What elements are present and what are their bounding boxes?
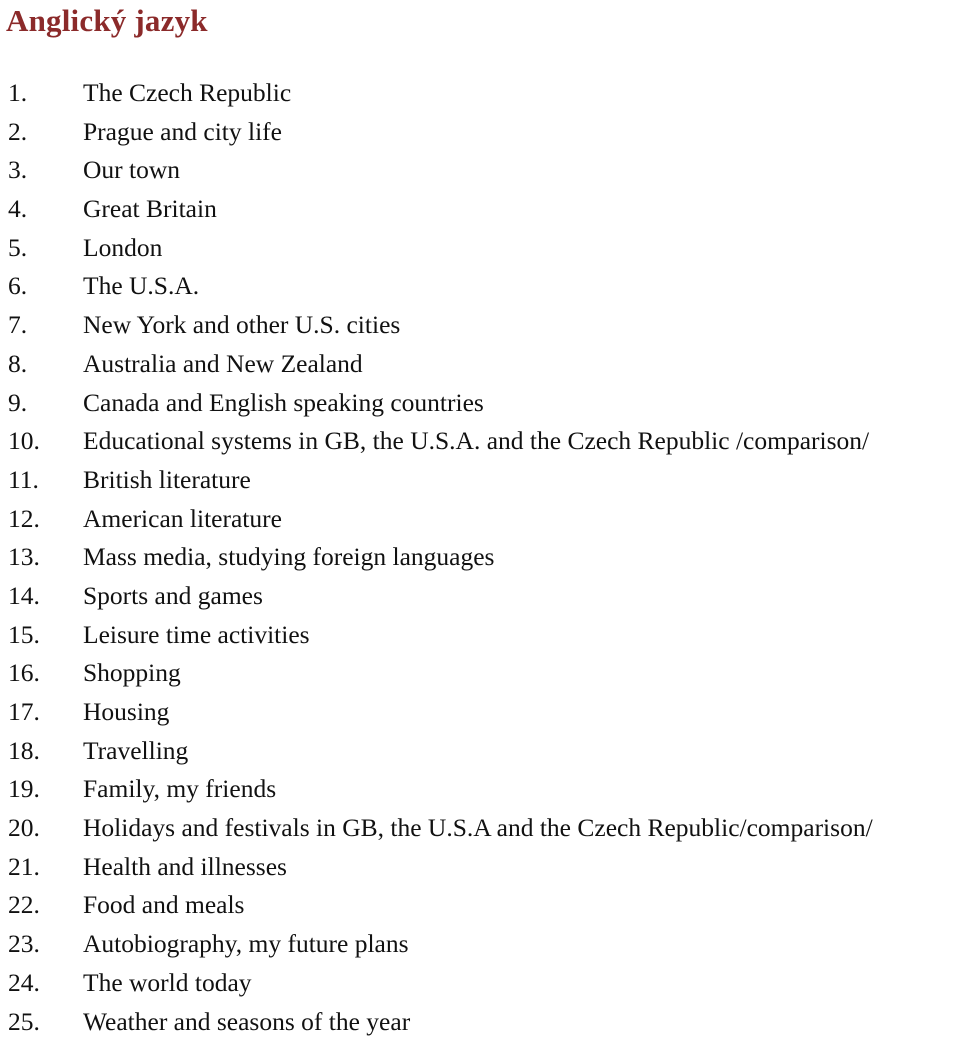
topic-item — [0, 384, 960, 423]
topic-item — [0, 306, 960, 345]
topic-number: 8. — [8, 345, 27, 384]
topic-item — [0, 770, 960, 809]
topic-text: Health and illnesses — [83, 848, 287, 887]
topic-number: 4. — [8, 190, 27, 229]
topic-list — [0, 74, 960, 1041]
topic-text: Mass media, studying foreign languages — [83, 538, 494, 577]
topic-number: 18. — [8, 732, 40, 771]
topic-item — [0, 74, 960, 113]
topic-text: Great Britain — [83, 190, 217, 229]
topic-item — [0, 113, 960, 152]
topic-item — [0, 151, 960, 190]
topic-item — [0, 538, 960, 577]
topic-text: New York and other U.S. cities — [83, 306, 400, 345]
topic-number: 23. — [8, 925, 40, 964]
topic-text: The U.S.A. — [83, 267, 199, 306]
topic-number: 19. — [8, 770, 40, 809]
topic-item — [0, 925, 960, 964]
topic-number: 17. — [8, 693, 40, 732]
topic-number: 24. — [8, 964, 40, 1003]
page-title: Anglický jazyk — [6, 2, 208, 40]
topic-text: Sports and games — [83, 577, 263, 616]
topic-number: 14. — [8, 577, 40, 616]
topic-text: Holidays and festivals in GB, the U.S.A and the Czech Republic/comparison/ — [83, 809, 873, 848]
topic-text: Autobiography, my future plans — [83, 925, 409, 964]
topic-number: 22. — [8, 886, 40, 925]
topic-text: Family, my friends — [83, 770, 276, 809]
topic-item — [0, 190, 960, 229]
topic-number: 1. — [8, 74, 27, 113]
topic-number: 25. — [8, 1003, 40, 1041]
topic-item — [0, 693, 960, 732]
topic-item — [0, 809, 960, 848]
topic-text: Shopping — [83, 654, 181, 693]
topic-text: Educational systems in GB, the U.S.A. and the Czech Republic /comparison/ — [83, 422, 869, 461]
topic-text: Australia and New Zealand — [83, 345, 363, 384]
topic-text: The world today — [83, 964, 252, 1003]
topic-number: 2. — [8, 113, 27, 152]
topic-number: 10. — [8, 422, 40, 461]
topic-item — [0, 616, 960, 655]
topic-number: 20. — [8, 809, 40, 848]
topic-number: 7. — [8, 306, 27, 345]
topic-item — [0, 229, 960, 268]
topic-number: 9. — [8, 384, 27, 423]
topic-text: British literature — [83, 461, 251, 500]
topic-text: Weather and seasons of the year — [83, 1003, 410, 1041]
topic-text: Travelling — [83, 732, 188, 771]
topic-item — [0, 964, 960, 1003]
topic-item — [0, 577, 960, 616]
topic-text: London — [83, 229, 162, 268]
topic-item — [0, 886, 960, 925]
topic-item — [0, 1003, 960, 1041]
topic-text: Our town — [83, 151, 180, 190]
topic-number: 21. — [8, 848, 40, 887]
topic-item — [0, 654, 960, 693]
topic-number: 6. — [8, 267, 27, 306]
topic-item — [0, 422, 960, 461]
topic-text: Canada and English speaking countries — [83, 384, 484, 423]
topic-text: Prague and city life — [83, 113, 282, 152]
topic-number: 5. — [8, 229, 27, 268]
topic-item — [0, 732, 960, 771]
topic-text: The Czech Republic — [83, 74, 291, 113]
topic-text: Leisure time activities — [83, 616, 310, 655]
topic-item — [0, 461, 960, 500]
topic-item — [0, 848, 960, 887]
topic-number: 12. — [8, 500, 40, 539]
topic-text: Housing — [83, 693, 169, 732]
topic-text: American literature — [83, 500, 282, 539]
topic-item — [0, 267, 960, 306]
topic-number: 3. — [8, 151, 27, 190]
topic-number: 11. — [8, 461, 39, 500]
topic-text: Food and meals — [83, 886, 244, 925]
topic-number: 15. — [8, 616, 40, 655]
topic-item — [0, 500, 960, 539]
topic-number: 13. — [8, 538, 40, 577]
topic-item — [0, 345, 960, 384]
topic-number: 16. — [8, 654, 40, 693]
